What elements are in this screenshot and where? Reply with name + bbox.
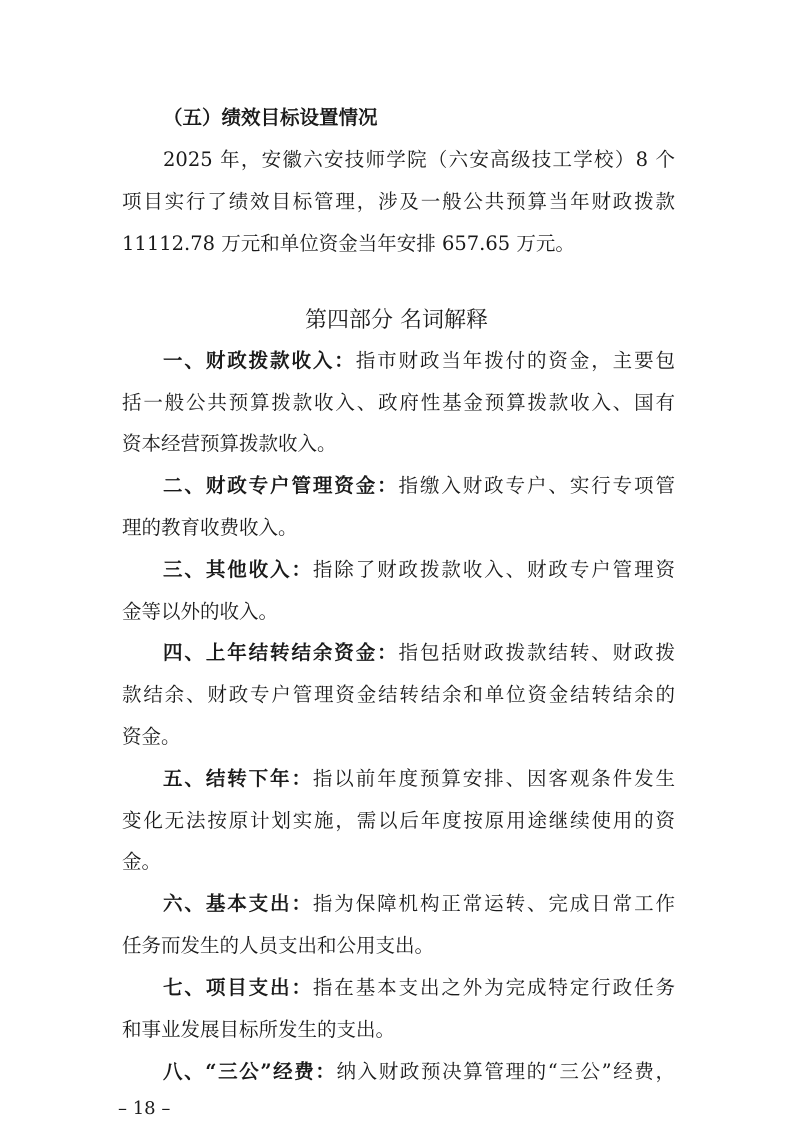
paragraph-line: 2025 年，安徽六安技师学院（六安高级技工学校）8 个 bbox=[163, 148, 675, 171]
glossary-term: 三、其他收入： bbox=[163, 558, 313, 581]
glossary-item-4 bbox=[163, 641, 675, 665]
paragraph-line: 资金。 bbox=[122, 725, 181, 748]
glossary-item-6 bbox=[163, 892, 675, 916]
glossary-term: 二、财政专户管理资金： bbox=[163, 474, 399, 497]
glossary-definition: 指在基本支出之外为完成特定行政任务 bbox=[312, 976, 675, 999]
glossary-item-5 bbox=[163, 767, 675, 791]
glossary-term: 一、财政拨款收入： bbox=[163, 349, 356, 372]
paragraph-line: 金。 bbox=[122, 850, 162, 873]
glossary-item-8 bbox=[163, 1060, 675, 1084]
glossary-definition: 指市财政当年拨付的资金，主要包 bbox=[355, 349, 675, 372]
glossary-item-1 bbox=[163, 349, 675, 373]
glossary-item-3 bbox=[163, 558, 675, 582]
glossary-definition: 指缴入财政专户、实行专项管 bbox=[398, 474, 675, 497]
paragraph-line: 括一般公共预算拨款收入、政府性基金预算拨款收入、国有 bbox=[122, 391, 675, 414]
glossary-definition: 纳入财政预决算管理的“三公”经费， bbox=[336, 1060, 675, 1083]
glossary-term: 四、上年结转结余资金： bbox=[163, 641, 399, 664]
glossary-term: 五、结转下年： bbox=[163, 767, 313, 790]
glossary-definition: 指为保障机构正常运转、完成日常工作 bbox=[312, 892, 675, 915]
paragraph-line: 理的教育收费收入。 bbox=[122, 516, 298, 539]
paragraph-line: 11112.78 万元和单位资金当年安排 657.65 万元。 bbox=[122, 232, 575, 255]
glossary-term: 七、项目支出： bbox=[163, 976, 313, 999]
glossary-definition: 指除了财政拨款收入、财政专户管理资 bbox=[312, 558, 675, 581]
glossary-term: 八、“三公”经费： bbox=[163, 1060, 337, 1083]
paragraph-line: 资本经营预算拨款收入。 bbox=[122, 432, 337, 455]
paragraph-line: 变化无法按原计划实施，需以后年度按原用途继续使用的资 bbox=[122, 809, 675, 832]
paragraph-line: 项目实行了绩效目标管理，涉及一般公共预算当年财政拨款 bbox=[122, 190, 675, 213]
glossary-item-2 bbox=[163, 474, 675, 498]
glossary-definition: 指包括财政拨款结转、财政拨 bbox=[398, 641, 675, 664]
page-number: – 18 – bbox=[118, 1098, 171, 1119]
paragraph-line: 任务而发生的人员支出和公用支出。 bbox=[122, 934, 435, 957]
paragraph-line: 和事业发展目标所发生的支出。 bbox=[122, 1018, 396, 1041]
glossary-definition: 指以前年度预算安排、因客观条件发生 bbox=[312, 767, 675, 790]
paragraph-line: 金等以外的收入。 bbox=[122, 600, 279, 623]
glossary-item-7 bbox=[163, 976, 675, 1000]
paragraph-line: 款结余、财政专户管理资金结转结余和单位资金结转结余的 bbox=[122, 683, 675, 706]
part-title: 第四部分 名词解释 bbox=[305, 308, 488, 333]
section-heading: （五）绩效目标设置情况 bbox=[163, 106, 378, 129]
glossary-term: 六、基本支出： bbox=[163, 892, 313, 915]
